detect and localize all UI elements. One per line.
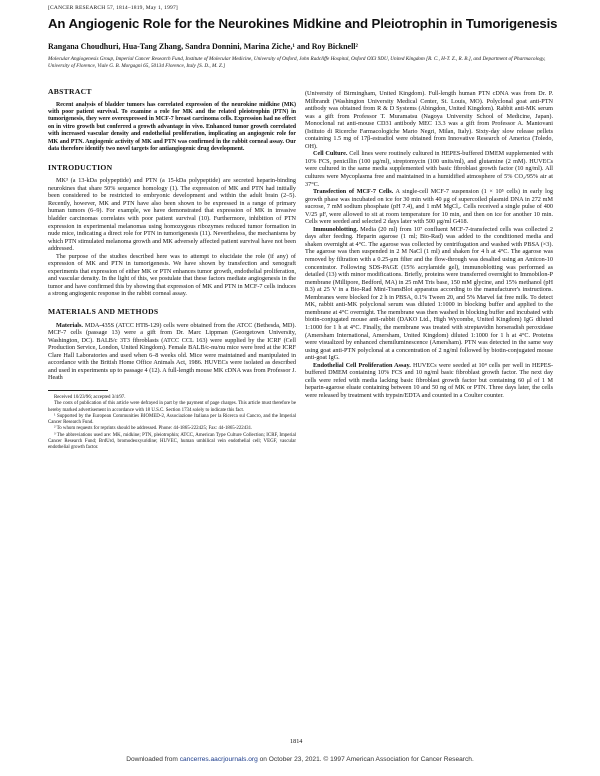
materials-paragraph [48, 322, 296, 382]
article-title: An Angiogenic Role for the Neurokines Midkine and Pleiotrophin in Tumorigenesis [48, 16, 558, 31]
journal-link[interactable]: cancerres.aacrjournals.org [179, 756, 258, 763]
abstract [48, 102, 296, 154]
cell-culture-paragraph [305, 150, 553, 188]
introduction-heading: INTRODUCTION [48, 162, 113, 172]
footnote: Received 10/23/96; accepted 3/4/97. [54, 394, 126, 400]
transfection-paragraph [305, 188, 553, 226]
author-list: Rangana Choudhuri, Hua-Tang Zhang, Sandra Donnini, Marina Ziche,¹ and Roy Bicknell² [48, 42, 358, 51]
cell-culture-run-in: Cell Culture. [313, 150, 348, 158]
footnote: ³ The abbreviations used are: MK, midkine; PTN, pleiotrophin; ATCC, American Type Culture Collection; ICRF, Imperial Cancer Research Fund; BrdUrd, bromodeoxyuridine; HUVEC, human umbilical vein endothelial cell; VEGF, vascular endothelial growth factor. [48, 432, 296, 451]
page-number: 1814 [290, 738, 303, 745]
immunoblotting-text: Media (20 ml) from 10⁷ confluent MCF-7-transfected cells was collected 2 days after feeding. Heparin agarose (1 ml; Bio-Rad) was added to the conditioned media and shaken overnight at 4°C. The agarose was collected by centrifugation and washed with PBSA (×3). The agarose was then suspended in 2 M NaCl (1 ml) and shaken for 4 h at 4°C. The agarose was removed by filtration with a 0.25-μm filter and the flow-through was desalted using an Amicon-10 concentrator. Following SDS-PAGE (15% acrylamide gel), immunoblotting was performed as detailed (13) with minor modifications. Briefly, proteins were transferred overnight to Immobilon-P membrane (Millipore, Bedford, MA) in 25 mM Tris base, 150 mM glycine, and 15% methanol (pH 8.3) at 25 V in a Bio-Rad Mini-TransBlot apparatus according to the manufacturer's instructions. Membranes were blocked for 2 h in PBSA, 0.1% Tween 20, and 5% Marvel fat free milk. To detect MK, rabbit anti-MK polyclonal serum was diluted 1:1000 in blocking buffer and applied to the membrane at 4°C overnight. The membrane was then washed in blocking buffer and incubated with biotin-conjugated mouse anti-rabbit (DAKO Ltd., High Wycombe, United Kingdom) IgG diluted 1:1000 for 1 h at 4°C. Finally, the membrane was treated with streptavidin horseradish peroxidase (Amersham International, Amersham, United Kingdom) diluted 1:1000 for 1 h at 4°C. Proteins were visualized by enhanced chemiluminescence (Amersham). PTN was detected in the same way using goat anti-PTN polyclonal at a concentration of 2 ng/ml followed by biotin-conjugated mouse anti-goat IgG. [305, 225, 553, 362]
materials-text: MDA-435S (ATCC HTB-129) cells were obtained from the ATCC (Bethesda, MD). MCF-7 cells (passage 13) were a gift from Dr. Marc Lippman (Georgetown University, Washington, DC). BALB/c 3T3 fibroblasts (ATCC CCL 163) were supplied by the ICRF (Cell Production Service, London, United Kingdom). Female BALB/c-nu/nu mice were bred at the ICRF Clare Hall Laboratories and used when 6–8 weeks old. Mice were maintained and manipulated in accordance with the British Home Office Animals Act, 1986. HUVECs were isolated as described and used in experiments up to passage 4 (12). A full-length mouse MK cDNA was from Professor J. Heath [48, 321, 296, 382]
footnote: ² To whom requests for reprints should be addressed. Phone: 44-1865-222425; Fax: 44-1865-222431. [54, 426, 253, 432]
footnote: The costs of publication of this article were defrayed in part by the payment of page charges. This article must therefore be hereby marked advertisement in accordance with 18 U.S.C. Section 1734 solely to indicate this fact. [48, 401, 296, 413]
proliferation-paragraph [305, 362, 553, 400]
proliferation-text: HUVECs were seeded at 10⁴ cells per well in HEPES-buffered DMEM containing 10% FCS and 10 ng/ml basic fibroblast growth factor. The next day cells were refed with media lacking basic fibroblast growth factor but containing 60 μl of 1 M heparin-agarose eluate containing between 10 and 50 ng of MK or PTN. Three days later, the cells were released by treatment with trypsin/EDTA and counted in a Coulter counter. [305, 361, 554, 399]
immunoblotting-run-in: Immunoblotting. [313, 225, 358, 233]
transfection-run-in: Transfection of MCF-7 Cells. [313, 188, 394, 196]
download-suffix: on October 23, 2021. © 1997 American Association for Cancer Research. [257, 756, 474, 763]
transfection-text: A single-cell MCF-7 suspension (1 × 10⁵ cells) in early log growth phase was incubated on ice for 30 min with 40 μg of supercoiled plasmid DNA in 272 mM sucrose, 7 mM sodium phosphate (pH 7.4), and 1 mM MgCl₂. Cells received a single pulse of 400 V/25 μF, were allowed to sit at room temperature for 10 min, and then on ice for another 10 min. Cells were seeded and selected 2 days later with 500 μg/ml G418. [305, 188, 553, 226]
affiliation: Molecular Angiogenesis Group, Imperial Cancer Research Fund, Institute of Molecular Medicine, University of Oxford, John Radcliffe Hospital, Oxford OX3 9DU, United Kingdom [R. C., H-T. Z., R. B.], and Department of Pharmacology, University of Florence, Viale G. B. Morgagni 65, 50134 Florence, Italy [S. D., M. Z.] [48, 56, 546, 69]
footnote: ¹ Supported by the European Communities BIOMED-2, Associazione Italiana per la Ricerca sul Cancro, and the Imperial Cancer Research Fund. [48, 413, 296, 426]
footnote-rule [48, 390, 108, 391]
download-notice [0, 756, 600, 763]
materials-run-in: Materials. [56, 321, 83, 329]
proliferation-run-in: Endothelial Cell Proliferation Assay. [313, 361, 411, 369]
download-prefix: Downloaded from [126, 756, 180, 763]
running-head: [CANCER RESEARCH 57, 1814–1819, May 1, 1997] [48, 5, 178, 11]
materials-continued: (University of Birmingham, United Kingdom). Full-length human PTN cDNA was from Dr. P. Milbrandt (Washington University Medical Center, St. Louis, MO). Polyclonal goat anti-PTN antibody was obtained from R & D Systems (Abingdon, United Kingdom). Rabbit anti-MK serum was a gift from Professor T. Muramatsu (Nagoya University School of Medicine, Japan). Monoclonal rat anti-mouse CD31 antibody MEC 13.3 was a gift from Professor A. Mantovani (Istituto di Ricerche Farmacologiche Mario Negri, Milan, Italy). Sixty-day slow release pellets containing 1.5 mg of 17β-estradiol were obtained from Innovative Research of America (Toledo, OH). [305, 90, 553, 150]
immunoblotting-paragraph [305, 226, 553, 362]
abstract-text: Recent analysis of bladder tumors has correlated expression of the neurokine midkine (MK) with poor patient survival. To examine a role for MK and the related pleiotrophin (PTN) in tumorigenesis, they were overexpressed in MCF-7 breast carcinoma cells. Expression had no effect on in vitro growth but conferred a growth advantage in vivo. Enhanced tumor growth correlated with increased vascular density and endothelial proliferation, implicating an angiogenic role for MK and PTN. Angiogenic activity of MK and PTN was confirmed in the rabbit corneal assay. Our data therefore identify two novel targets for antiangiogenic drug development. [48, 101, 296, 153]
intro-paragraph-1: MK³ (a 13-kDa polypeptide) and PTN (a 15-kDa polypeptide) are secreted heparin-binding neurokines that share 50% sequence homology (1). The expression of MK and PTN had initially been considered to be restricted to embryonic development and within the adult brain (2–5). Recently, however, MK and PTN have also been shown to be expressed in a range of primary human tumors (6–9). For example, we have demonstrated that expression of MK in invasive bladder carcinomas correlates with poor patient survival (10). Furthermore, inhibition of PTN expression in experimental melanomas using homozygous ribozymes reduced tumor formation in nude mice, indicating a direct role for PTN in tumorigenesis (11). Nevertheless, the mechanisms by which PTN stimulated melanoma growth and MK adversely affected patient survival have not been addressed. [48, 177, 296, 253]
left-column [48, 88, 296, 452]
right-column [305, 90, 553, 399]
intro-paragraph-2: The purpose of the studies described here was to attempt to elucidate the role (if any) of expression of MK and PTN in tumorigenesis. We have shown by transfection and xenograft experiments that expression of either MK or PTN enhances tumor growth, endothelial proliferation, and vascular density. In the light of this, we postulate that these factors mediate angiogenesis in the tumor and have confirmed this by showing that expression of MK and PTN in MCF-7 cells induces a strong angiogenic response in the rabbit corneal assay. [48, 252, 296, 298]
methods-heading: MATERIALS AND METHODS [48, 307, 159, 317]
footnotes [48, 395, 296, 452]
abstract-heading: ABSTRACT [48, 87, 92, 96]
cell-culture-text: Cell lines were routinely cultured in HEPES-buffered DMEM supplemented with 10% FCS, penicillin (100 μg/ml), streptomycin (100 units/ml), and glutamine (2 mM). HUVECs were cultured in the same media supplemented with basic fibroblast growth factor (10 ng/ml). All cultures were Mycoplasma free and maintained in a humidified atmosphere of 5% CO₂/95% air at 37°C. [305, 150, 553, 188]
